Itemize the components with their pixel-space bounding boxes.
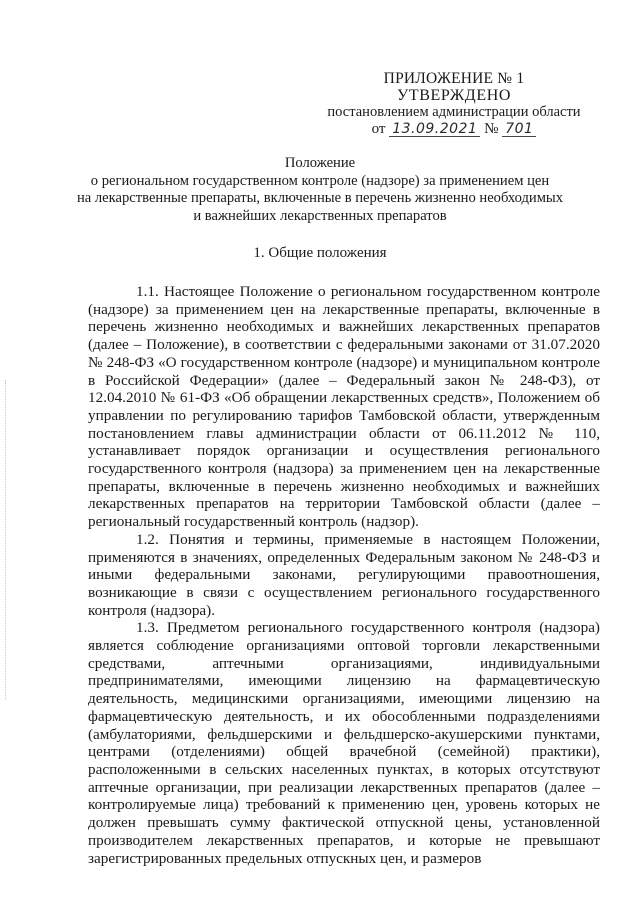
approved-label: УТВЕРЖДЕНО <box>396 87 511 104</box>
appendix-label: ПРИЛОЖЕНИЕ № 1 <box>383 70 525 87</box>
title-line-4: и важнейших лекарственных препаратов <box>193 207 447 224</box>
decree-label: постановлением администрации области <box>327 104 581 120</box>
title-line-1: Положение <box>284 155 356 171</box>
from-label: от <box>371 121 386 137</box>
section-heading: 1. Общие положения <box>253 245 387 261</box>
decree-number-handwritten: 701 <box>502 122 536 137</box>
paragraph-1-2: 1.2. Понятия и термины, применяемые в настоящем Положении, применяются в значениях, определенных Федеральным законом № 248-ФЗ и иными федеральными законами, регулирующими правоотношения, возникающие в связи с осуществлением регионального государственного контроля (надзора). <box>88 530 600 619</box>
document-body <box>88 283 600 867</box>
paragraph-1-3: 1.3. Предметом регионального государственного контроля (надзора) является соблюдение организациями оптовой торговли лекарственными средствами, аптечными организациями, индивидуальными предпринимателями, имеющими лицензию на фармацевтическую деятельность, медицинскими организациями, имеющими лицензию на фармацевтическую деятельность, и их обособленными подразделениями (амбулаториями, фельдшерскими и фельдшерско-акушерскими пунктами, центрами (отделениями) общей врачебной (семейной) практики), расположенными в сельских населенных пунктах, в которых отсутствуют аптечные организации, при реализации лекарственных препаратов (далее – контролируемые лица) требований к применению цен, уровень которых не должен превышать сумму фактической отпускной цены, установленной производителем лекарственных препаратов, и которые не превышают зарегистрированных предельных отпускных цен, и размеров <box>88 619 600 867</box>
decree-number-line <box>314 121 594 138</box>
title-line-2: о региональном государственном контроле (надзоре) за применением цен <box>90 172 550 189</box>
approval-stamp <box>314 70 594 138</box>
scan-margin-artifact <box>5 380 8 700</box>
decree-date-handwritten: 13.09.2021 <box>389 122 480 137</box>
number-label: № <box>484 121 499 137</box>
paragraph-1-1: 1.1. Настоящее Положение о региональном государственном контроле (надзоре) за применением цен на лекарственные препараты, включенные в перечень жизненно необходимых и важнейших лекарственных препаратов (далее – Положение), в соответствии с федеральными законами от 31.07.2020 № 248-ФЗ «О государственном контроле (надзоре) и муниципальном контроле в Российской Федерации» (далее – Федеральный закон № 248-ФЗ), от 12.04.2010 № 61-ФЗ «Об обращении лекарственных средств», Положением об управлении по регулированию тарифов Тамбовской области, утвержденным постановлением главы администрации области от 06.11.2012 № 110, устанавливает порядок организации и осуществления регионального государственного контроля (надзора) за применением цен на лекарственные препараты, включенные в перечень жизненно необходимых и важнейших лекарственных препаратов на территории Тамбовской области (далее – региональный государственный контроль (надзор). <box>88 283 600 531</box>
document-title <box>60 155 580 225</box>
title-line-3: на лекарственные препараты, включенные в перечень жизненно необходимых <box>76 190 564 206</box>
